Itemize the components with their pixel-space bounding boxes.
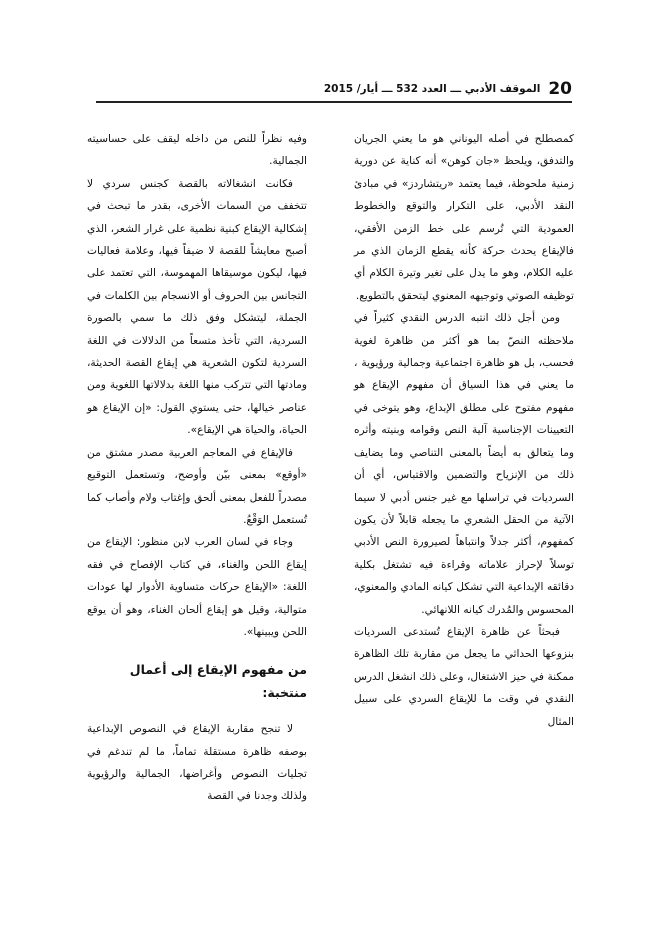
right-column xyxy=(354,128,574,733)
paragraph: فبحثاً عن ظاهرة الإيقاع تُستدعى السرديات بنزوعها الحداثي ما يجعل من مقاربة تلك الظاهرة ممكنة في حيز الاشتغال، وعلى ذلك انشغل الدرس النقدي في وقت ما للإيقاع السردي على سبيل المثال xyxy=(354,625,574,728)
paragraph: لا تنجح مقاربة الإيقاع في النصوص الإبداعية بوصفه ظاهرة مستقلة تماماً، ما لم تندغم في تجليات النصوص وأغراضها، الجمالية والرؤيوية ولذلك وجدنا في القصة xyxy=(87,723,307,803)
page-number: 20 xyxy=(548,79,572,99)
paragraph: وجاء في لسان العرب لابن منظور: الإيقاع من إيقاع اللحن والغناء، في كتاب الإفصاح في فقه اللغة: «الإيقاع حركات متساوية الأدوار لها عودات متوالية، وقيل هو إيقاع ألحان الغناء، وهو أن يوقع اللحن ويبينها». xyxy=(87,536,307,638)
paragraph: وفيه نظراً للنص من داخله ليقف على حساسيته الجمالية. xyxy=(87,133,307,168)
paragraph: كمصطلح في أصله اليوناني هو ما يعني الجريان والتدفق، ويلحظ «جان كوهن» أنه كناية عن دورية زمنية ملحوظة، فيما يعتمد «ريتشاردز» في مبادئ النقد الأدبي، على التكرار والتوقع والخطوط العمودية التي تُرسم على خط الزمن الأفقي، فالإيقاع يحدث حركة كأنه يقطع الزمان الذي مر عليه الكلام، وهو ما يدل على تغير وتيرة الكلام أي توظيفه الصوتي وتوجيهه المعنوي ليتحقق بالتطويع. xyxy=(354,133,574,302)
paragraph: ومن أجل ذلك انتبه الدرس النقدي كثيراً في ملاحظته النصّ بما هو أكثر من ظاهرة لغوية فحسب، بل هو ظاهرة اجتماعية وجمالية ورؤيوية ، ما يعني في هذا السياق أن مفهوم الإيقاع هو مفهوم مفتوح على مطلق الإبداع، وهو يتوخى في التعيينات الإجناسية آلية النص وقوامه وبنيته وأثره وما يتعالق به أيضاً بالمعنى التناصي وما يضايف ذلك من الإنزياح والتضمين والاقتباس، أي أن السرديات في تراسلها مع غير جنس أدبي لا سيما الآتية من الحقل الشعري ما يجعله قابلاً لأن يكون كمفهوم، أكثر جدلاً وانتباهاً لصيرورة النص الأدبي توسلاً لإحراز علاماته وقراءة فيه تشتغل بكلية دقائقه الإبداعية التي تشكل كيانه المادي والمعنوي، المحسوس والمُدرك كيانه اللانهائي. xyxy=(354,312,574,616)
paragraph: فالإيقاع في المعاجم العربية مصدر مشتق من «أوقع» بمعنى بيّن وأوضح، وتستعمل التوقيع مصدراً للفعل بمعنى ألحق وإغتاب ولام وأصاب كما تُستعمل الوَقْعُ. xyxy=(87,446,307,526)
left-column xyxy=(87,128,307,808)
issue-info: الموقف الأدبي ـــ العدد 532 ـــ أيار/ 2015 xyxy=(323,83,541,95)
paragraph: فكانت انشغالاته بالقصة كجنس سردي لا تتخفف من السمات الأخرى، بقدر ما تبحث في إشكالية الإيقاع كبنية نظمية على غرار الشعر، الذي أصبح معايشاً للقصة لا ضيفاً فيها، وعلامة فعاليات فيها، ليكون موسيقاها المهموسة، التي تعتمد على التجانس بين الحروف أو الانسجام بين الكلمات في الجملة، ليتشكل وفق ذلك ما سمي بالصورة السردية، التي تأخذ متسعاً من الدلالات في اللغة السردية لتكون الشعرية هي إيقاع القصة الحديثة، ومادتها التي تتركب منها اللغة بدلالاتها اللغوية ومن عناصر خيالها، حتى يستوي القول: «إن الإيقاع هو الحياة، والحياة هي الإيقاع». xyxy=(87,177,307,437)
page-header xyxy=(323,78,572,100)
header-rule xyxy=(96,101,572,103)
section-heading: من مفهوم الإيقاع إلى أعمال منتخبة: xyxy=(129,662,307,700)
